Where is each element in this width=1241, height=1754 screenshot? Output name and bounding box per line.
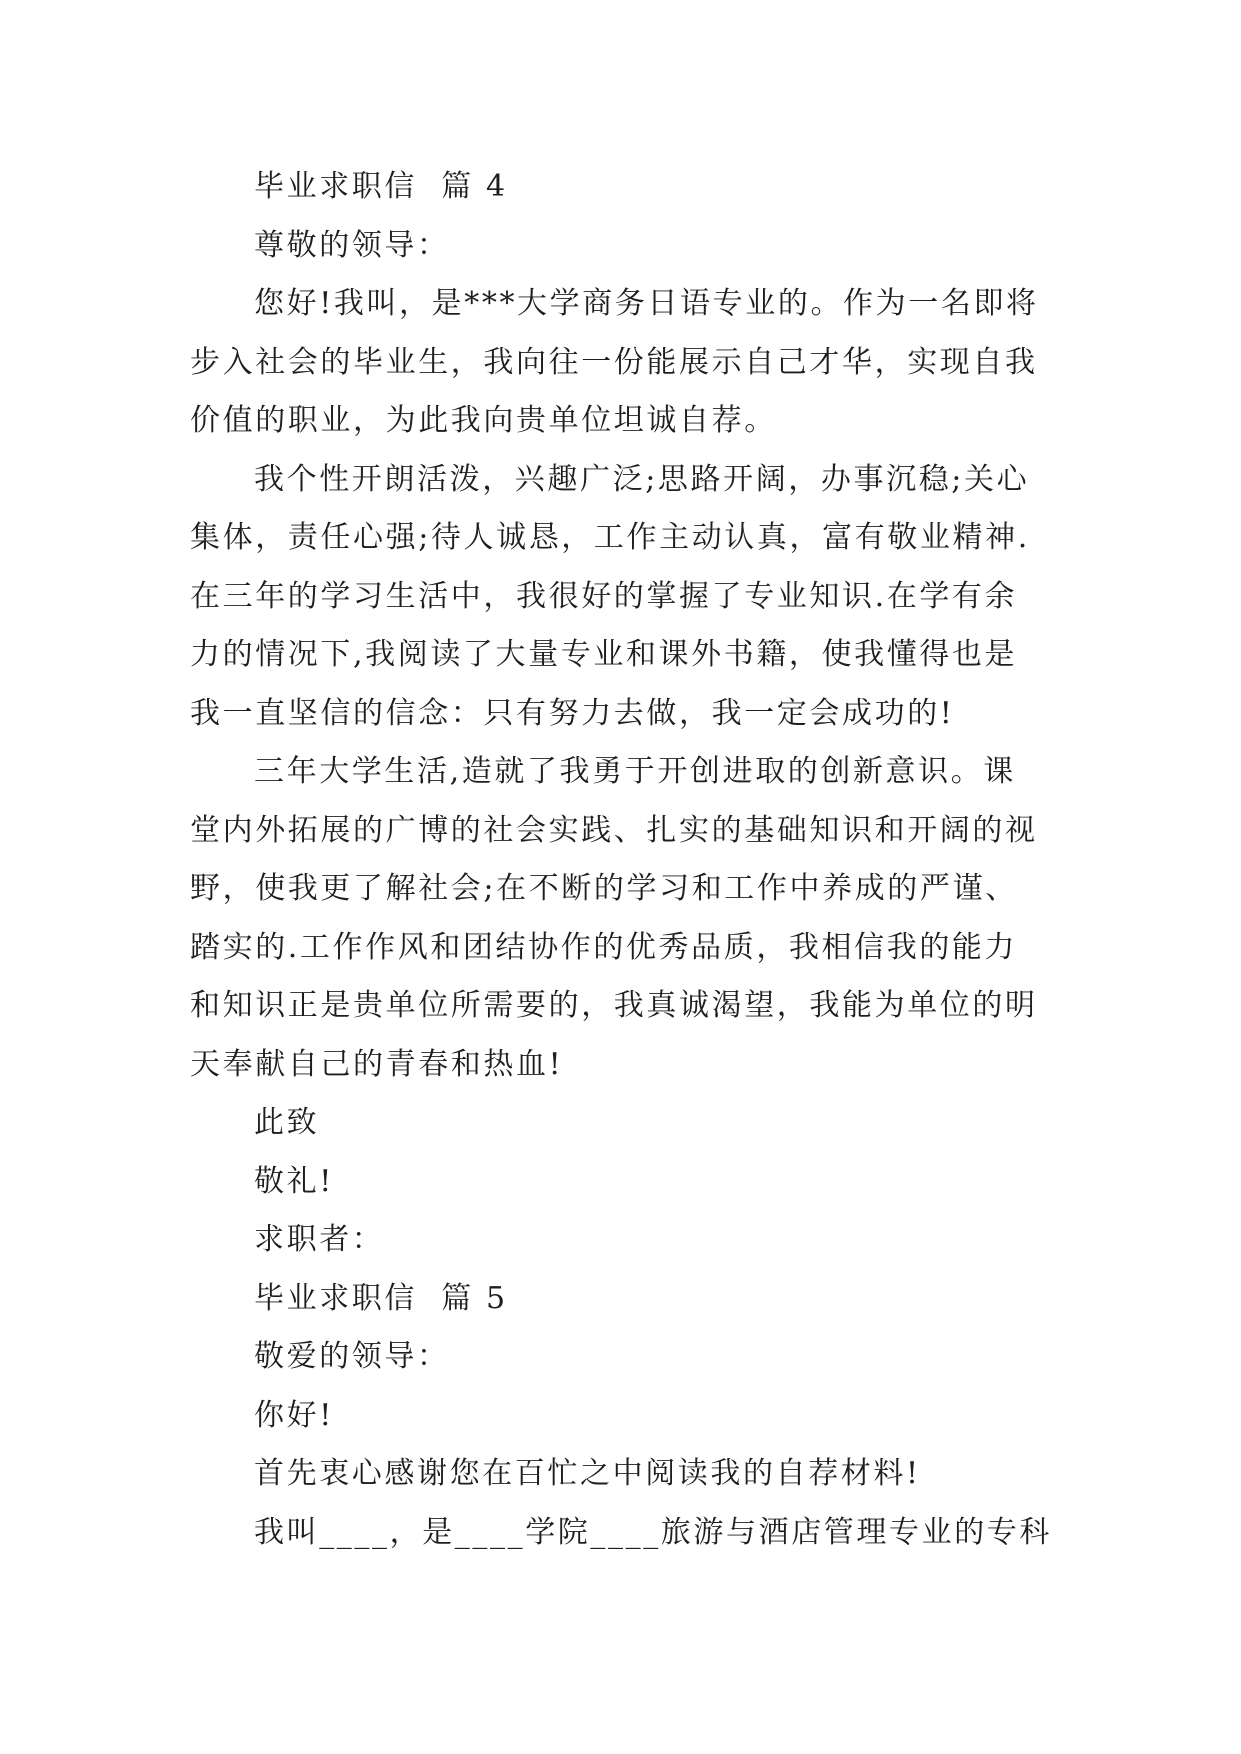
body-line: 集体，责任心强;待人诚恳，工作主动认真，富有敬业精神. (190, 520, 1030, 555)
closing-line: 此致 (254, 1105, 320, 1140)
body-line: 力的情况下,我阅读了大量专业和课外书籍，使我懂得也是 (190, 637, 1018, 672)
body-line: 堂内外拓展的广博的社会实践、扎实的基础知识和开阔的视 (190, 812, 1038, 848)
body-line: 步入社会的毕业生，我向往一份能展示自己才华，实现自我 (190, 344, 1038, 380)
body-line: 天奉献自己的青春和热血! (190, 1046, 564, 1082)
body-line: 在三年的学习生活中，我很好的掌握了专业知识.在学有余 (190, 578, 1018, 614)
signature-line: 求职者： (254, 1222, 385, 1257)
body-line: 和知识正是贵单位所需要的，我真诚渴望，我能为单位的明 (190, 988, 1038, 1023)
salutation: 敬爱的领导： (254, 1339, 450, 1374)
body-line: 我叫____，是____学院____旅游与酒店管理专业的专科 (254, 1514, 1052, 1550)
body-line: 您好!我叫，是***大学商务日语专业的。作为一名即将 (254, 286, 1039, 321)
salutation: 尊敬的领导： (254, 227, 450, 263)
document-body (190, 158, 1050, 1562)
section-heading-4: 毕业求职信 篇 4 (254, 169, 508, 204)
body-line: 价值的职业，为此我向贵单位坦诚自荐。 (190, 403, 777, 438)
greeting-line: 你好! (254, 1397, 334, 1433)
body-line: 首先衷心感谢您在百忙之中阅读我的自荐材料! (254, 1456, 921, 1491)
body-line: 野，使我更了解社会;在不断的学习和工作中养成的严谨、 (190, 871, 1018, 906)
closing-line: 敬礼! (254, 1163, 334, 1199)
body-line: 三年大学生活,造就了我勇于开创进取的创新意识。课 (254, 754, 1016, 789)
body-line: 踏实的.工作作风和团结协作的优秀品质，我相信我的能力 (190, 929, 1018, 965)
section-heading-5: 毕业求职信 篇 5 (254, 1280, 508, 1316)
body-line: 我一直坚信的信念：只有努力去做，我一定会成功的! (190, 695, 955, 731)
body-line: 我个性开朗活泼，兴趣广泛;思路开阔，办事沉稳;关心 (254, 461, 1030, 497)
